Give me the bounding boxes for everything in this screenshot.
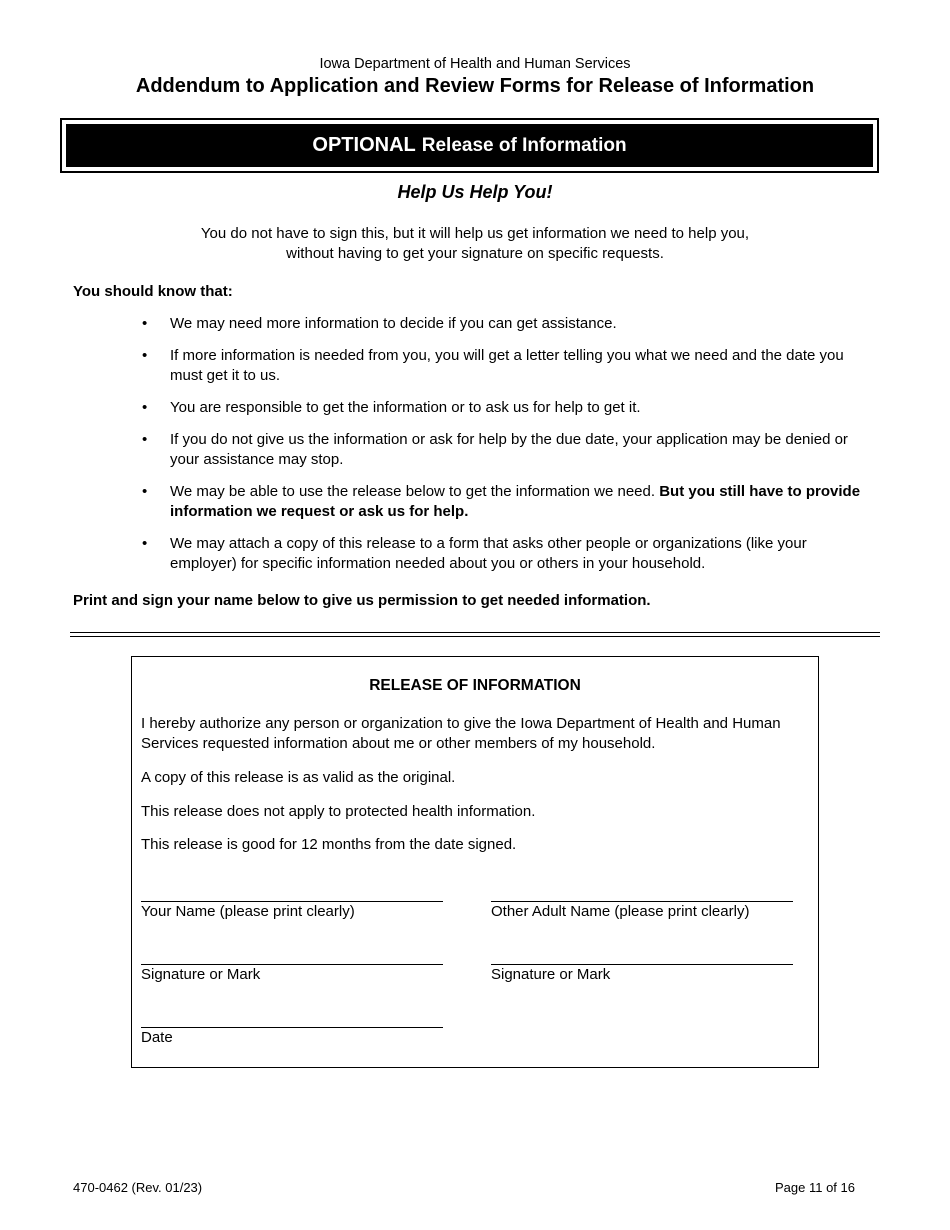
document-title: Addendum to Application and Review Forms for Release of Information [135,75,815,97]
release-phi-exclusion: This release does not apply to protected health information. [141,803,536,820]
list-item [140,430,875,470]
bullet-icon: • [142,483,148,500]
your-signature-label: Signature or Mark [141,966,261,983]
release-copy-valid: A copy of this release is as valid as the original. [141,769,456,786]
release-box [131,656,819,1068]
bullet-emphasis: But you still have to provide information we request or ask us for help. [170,483,861,520]
list-item [140,398,875,418]
bullet-icon: • [142,347,148,364]
intro-line-1: You do not have to sign this, but it will help us get information we need to help you, [200,225,750,242]
your-signature-field[interactable] [141,964,443,965]
list-item [140,314,875,334]
your-name-field[interactable] [141,901,443,902]
help-heading: Help Us Help You! [397,182,553,202]
section-banner [60,118,879,173]
banner-title: Release of Information [421,134,627,156]
agency-name: Iowa Department of Health and Human Services [319,56,631,72]
bullet-icon: • [142,315,148,332]
page-number: Page 11 of 16 [775,1180,855,1195]
know-list [140,314,875,586]
bullet-text: We may be able to use the release below to get the information we need. [170,483,656,500]
intro-text [0,224,950,264]
bullet-icon: • [142,399,148,416]
bullet-icon: • [142,431,148,448]
your-name-label: Your Name (please print clearly) [141,903,355,920]
release-authorization: I hereby authorize any person or organization to give the Iowa Department of Health and Human Services requested information about me or other members of my household. [141,715,781,752]
date-label: Date [141,1029,173,1046]
list-item [140,482,875,522]
bullet-text: You are responsible to get the information or to ask us for help to get it. [170,399,641,416]
other-adult-signature-label: Signature or Mark [491,966,611,983]
other-adult-signature-field[interactable] [491,964,793,965]
sign-instruction: Print and sign your name below to give us permission to get needed information. [73,592,651,609]
intro-line-2: without having to get your signature on specific requests. [286,245,664,262]
bullet-text: We may need more information to decide if you can get assistance. [170,315,617,332]
date-field[interactable] [141,1027,443,1028]
list-item [140,534,875,574]
divider [70,632,880,633]
other-adult-name-label: Other Adult Name (please print clearly) [491,903,750,920]
bullet-text: We may attach a copy of this release to a form that asks other people or organizations (like your employer) for specific information needed about you or others in your household. [170,535,807,572]
section-banner-fill [66,124,873,167]
other-adult-name-field[interactable] [491,901,793,902]
release-duration: This release is good for 12 months from the date signed. [141,836,517,853]
banner-optional-label: OPTIONAL [312,134,416,156]
list-item [140,346,875,386]
know-heading: You should know that: [73,283,233,300]
release-title: RELEASE OF INFORMATION [369,677,581,694]
bullet-icon: • [142,535,148,552]
form-number: 470-0462 (Rev. 01/23) [73,1180,203,1195]
bullet-text: If you do not give us the information or ask for help by the due date, your application may be denied or your assistance may stop. [170,431,848,468]
bullet-text: If more information is needed from you, you will get a letter telling you what we need and the date you must get it to us. [170,347,844,384]
divider [70,636,880,637]
